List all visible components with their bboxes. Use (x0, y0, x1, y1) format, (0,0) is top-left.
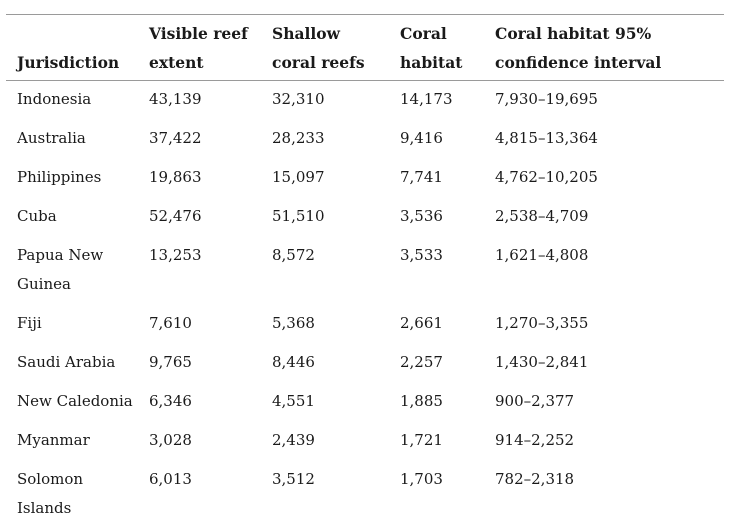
cell-visible-reef-extent: 13,253 (138, 237, 261, 305)
cell-shallow-coral-reefs: 8,446 (261, 344, 389, 383)
header-coral-habitat: Coral habitat (389, 15, 484, 81)
table-row (6, 159, 724, 198)
cell-shallow-coral-reefs: 51,510 (261, 198, 389, 237)
cell-coral-habitat: 1,703 (389, 461, 484, 529)
cell-coral-habitat: 1,885 (389, 383, 484, 422)
cell-visible-reef-extent: 6,346 (138, 383, 261, 422)
cell-coral-habitat-ci: 782–2,318 (484, 461, 724, 529)
coral-reef-table-container (6, 14, 724, 529)
table-row (6, 461, 724, 529)
table-row (6, 81, 724, 121)
cell-coral-habitat-ci: 1,621–4,808 (484, 237, 724, 305)
cell-visible-reef-extent: 3,028 (138, 422, 261, 461)
table-header (6, 15, 724, 81)
cell-jurisdiction: Saudi Arabia (6, 344, 138, 383)
cell-coral-habitat: 2,257 (389, 344, 484, 383)
cell-jurisdiction: Indonesia (6, 81, 138, 121)
cell-jurisdiction: Solomon Islands (6, 461, 138, 529)
cell-coral-habitat: 2,661 (389, 305, 484, 344)
cell-coral-habitat-ci: 2,538–4,709 (484, 198, 724, 237)
cell-visible-reef-extent: 6,013 (138, 461, 261, 529)
table-row (6, 383, 724, 422)
cell-coral-habitat-ci: 4,762–10,205 (484, 159, 724, 198)
cell-visible-reef-extent: 7,610 (138, 305, 261, 344)
coral-reef-table (6, 14, 724, 529)
cell-coral-habitat-ci: 4,815–13,364 (484, 120, 724, 159)
table-row (6, 120, 724, 159)
cell-coral-habitat: 14,173 (389, 81, 484, 121)
header-jurisdiction: Jurisdiction (6, 15, 138, 81)
cell-coral-habitat: 7,741 (389, 159, 484, 198)
table-row (6, 305, 724, 344)
cell-coral-habitat: 3,533 (389, 237, 484, 305)
cell-shallow-coral-reefs: 8,572 (261, 237, 389, 305)
table-row (6, 237, 724, 305)
cell-visible-reef-extent: 9,765 (138, 344, 261, 383)
cell-visible-reef-extent: 52,476 (138, 198, 261, 237)
cell-shallow-coral-reefs: 5,368 (261, 305, 389, 344)
cell-jurisdiction: Australia (6, 120, 138, 159)
cell-coral-habitat: 3,536 (389, 198, 484, 237)
cell-coral-habitat: 1,721 (389, 422, 484, 461)
cell-jurisdiction: Philippines (6, 159, 138, 198)
cell-visible-reef-extent: 19,863 (138, 159, 261, 198)
cell-visible-reef-extent: 43,139 (138, 81, 261, 121)
cell-jurisdiction: Myanmar (6, 422, 138, 461)
cell-coral-habitat-ci: 1,430–2,841 (484, 344, 724, 383)
cell-coral-habitat-ci: 900–2,377 (484, 383, 724, 422)
cell-visible-reef-extent: 37,422 (138, 120, 261, 159)
table-row (6, 422, 724, 461)
cell-coral-habitat: 9,416 (389, 120, 484, 159)
cell-shallow-coral-reefs: 15,097 (261, 159, 389, 198)
cell-shallow-coral-reefs: 4,551 (261, 383, 389, 422)
header-coral-habitat-ci: Coral habitat 95% confidence interval (484, 15, 724, 81)
cell-jurisdiction: Cuba (6, 198, 138, 237)
table-row (6, 344, 724, 383)
cell-coral-habitat-ci: 914–2,252 (484, 422, 724, 461)
cell-shallow-coral-reefs: 2,439 (261, 422, 389, 461)
cell-jurisdiction: Fiji (6, 305, 138, 344)
header-visible-reef-extent: Visible reef extent (138, 15, 261, 81)
header-row (6, 15, 724, 81)
cell-shallow-coral-reefs: 28,233 (261, 120, 389, 159)
cell-jurisdiction: New Caledonia (6, 383, 138, 422)
cell-shallow-coral-reefs: 32,310 (261, 81, 389, 121)
cell-shallow-coral-reefs: 3,512 (261, 461, 389, 529)
header-shallow-coral-reefs: Shallow coral reefs (261, 15, 389, 81)
cell-coral-habitat-ci: 1,270–3,355 (484, 305, 724, 344)
table-row (6, 198, 724, 237)
cell-jurisdiction: Papua New Guinea (6, 237, 138, 305)
cell-coral-habitat-ci: 7,930–19,695 (484, 81, 724, 121)
table-body (6, 81, 724, 529)
